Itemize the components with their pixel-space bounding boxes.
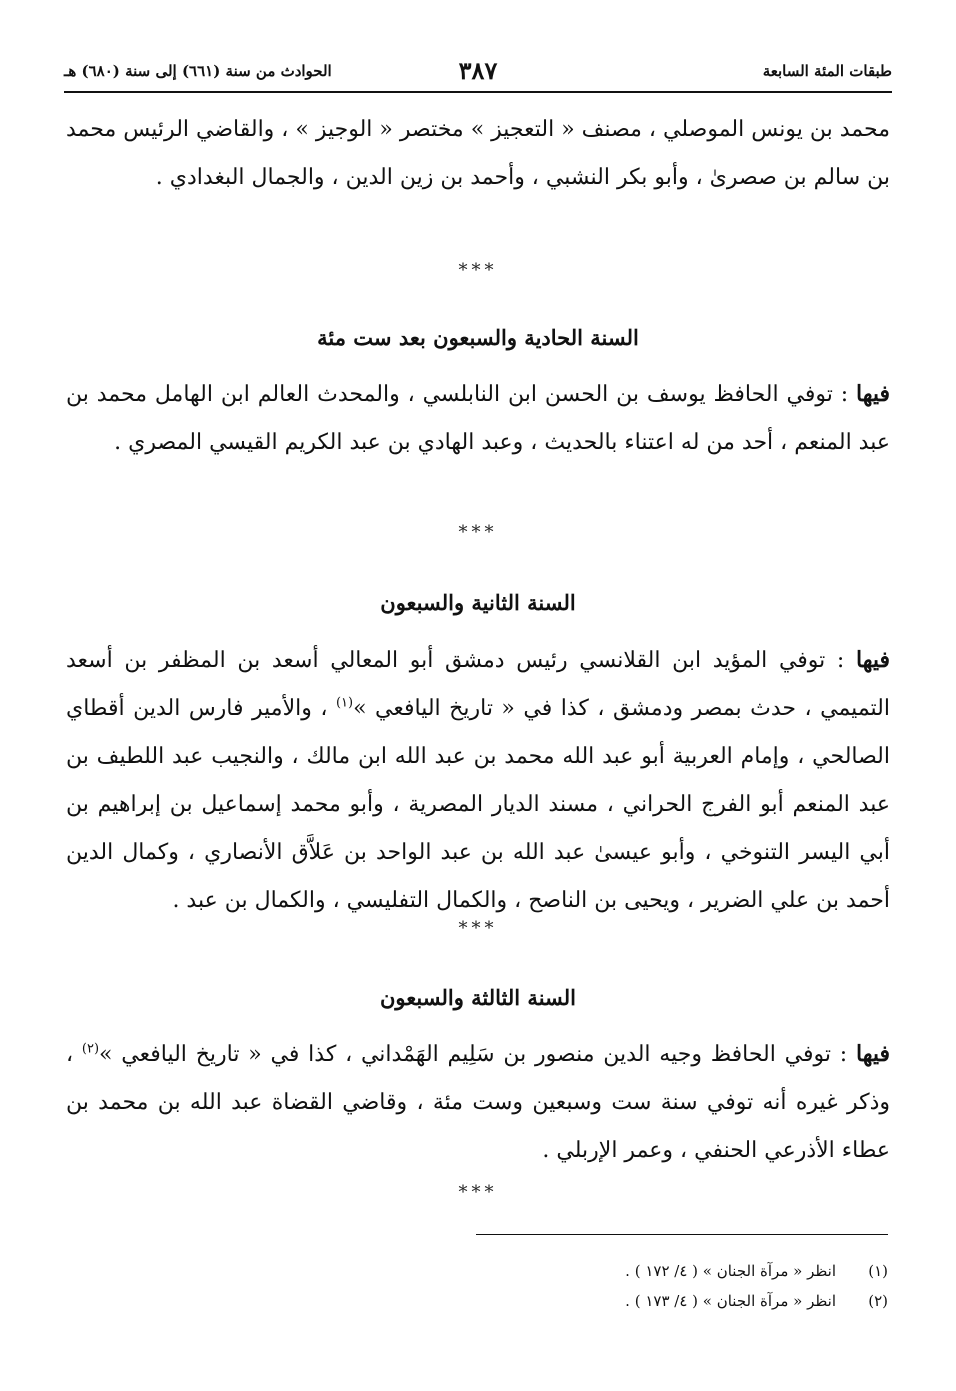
paragraph-text: : توفي المؤيد ابن القلانسي رئيس دمشق أبو المعالي أسعد بن المظفر بن أسعد التميمي ، حدث بمصر ودمشق ، كذا في « تاريخ اليافعي »: [66, 648, 890, 721]
paragraph-text: ، وذكر غيره أنه توفي سنة ست وسبعين وست مئة ، وقاضي القضاة عبد الله بن محمد بن عطاء الأذرعي الحنفي ، وعمر الإربلي .: [66, 1042, 890, 1163]
footnote-text: انظر « مرآة الجنان » ( ٤/ ١٧٢ ) .: [625, 1262, 836, 1280]
page-number: ٣٨٧: [458, 56, 498, 85]
footnote-ref-2[interactable]: (٢): [81, 1041, 100, 1057]
paragraph-label: فيها: [856, 1041, 890, 1067]
paragraph-673: [66, 1030, 890, 1175]
footnote-number: (٢): [868, 1292, 888, 1310]
section-separator: ***: [458, 918, 498, 939]
section-heading-671: السنة الحادية والسبعون بعد ست مئة: [317, 325, 639, 350]
footnote-ref-1[interactable]: (١): [335, 695, 354, 711]
header-rule: [64, 91, 892, 93]
paragraph-label: فيها: [856, 381, 890, 407]
section-heading-673: السنة الثالثة والسبعون: [380, 985, 576, 1010]
section-separator: ***: [458, 522, 498, 543]
section-separator: ***: [458, 260, 498, 281]
paragraph-672: [66, 636, 890, 925]
footnote-text: انظر « مرآة الجنان » ( ٤/ ١٧٣ ) .: [625, 1292, 836, 1310]
footnote-1: [625, 1262, 888, 1280]
paragraph-continued: [66, 106, 890, 202]
chapter-title: الحوادث من سنة (٦٦١) إلى سنة (٦٨٠) هـ: [64, 62, 332, 80]
section-separator: ***: [458, 1182, 498, 1203]
paragraph-text: : توفي الحافظ يوسف بن الحسن ابن النابلسي ، والمحدث العالم ابن الهامل محمد بن عبد المنعم ، أحد من له اعتناء بالحديث ، وعبد الهادي بن عبد الكريم القيسي المصري .: [66, 382, 890, 455]
footnote-number: (١): [868, 1262, 888, 1280]
paragraph-text: : توفي الحافظ وجيه الدين منصور بن سَلِيم الهَمْداني ، كذا في « تاريخ اليافعي »: [99, 1042, 856, 1067]
paragraph-label: فيها: [856, 647, 890, 673]
footnote-2: [625, 1292, 888, 1310]
paragraph-text: ، والأمير فارس الدين أقطاي الصالحي ، وإمام العربية أبو عبد الله محمد بن عبد الله ابن مالك ، والنجيب عبد اللطيف بن عبد المنعم أبو الفرج الحراني ، مسند الديار المصرية ، وأبو محمد إسماعيل بن إبراهيم بن أبي اليسر التنوخي ، وأبو عيسىٰ عبد الله بن عبد الواحد بن عَلاَّق الأنصاري ، وكمال الدين أحمد بن علي الضرير ، ويحيى بن الناصح ، والكمال التفليسي ، والكمال بن عبد .: [66, 696, 890, 913]
running-header: [64, 56, 892, 86]
footnote-rule: [476, 1234, 888, 1235]
paragraph-671: [66, 370, 890, 467]
section-heading-672: السنة الثانية والسبعون: [380, 590, 576, 615]
book-title: طبقات المئة السابعة: [762, 62, 892, 80]
paragraph-text: محمد بن يونس الموصلي ، مصنف « التعجيز » مختصر « الوجيز » ، والقاضي الرئيس محمد بن سالم بن صصرىٰ ، وأبو بكر النشبي ، وأحمد بن زين الدين ، والجمال البغدادي .: [66, 117, 890, 190]
